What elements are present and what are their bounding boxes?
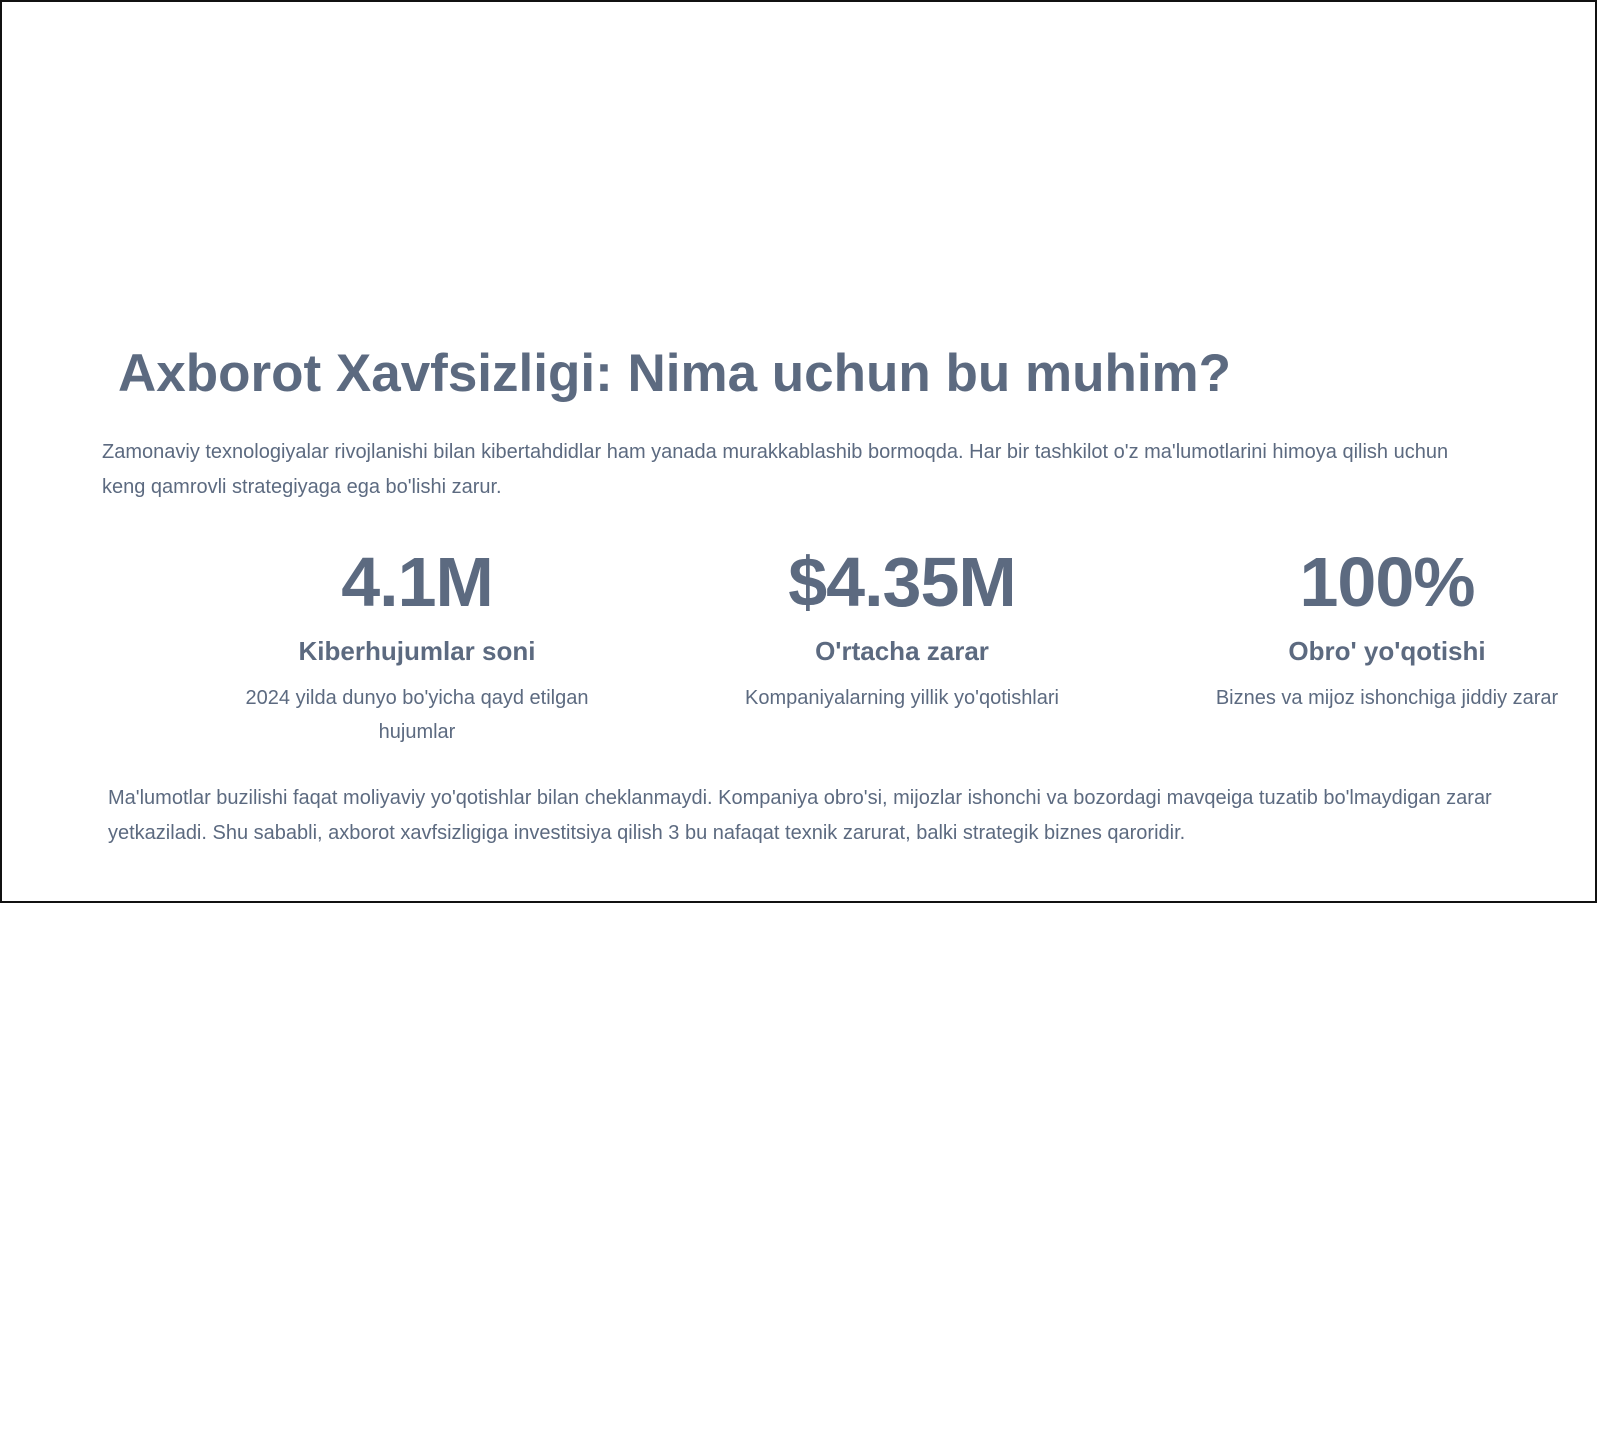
stat-value: 4.1M <box>341 543 493 621</box>
intro-paragraph: Zamonaviy texnologiyalar rivojlanishi bilan kibertahdidlar ham yanada murakkablashib bormoqda. Har bir tashkilot o'z ma'lumotlarini himoya qilish uchun keng qamrovli strategiyaga ega bo'lishi zarur. <box>102 441 1449 498</box>
stats-row <box>102 542 1559 762</box>
stat-description: Kompaniyalarning yillik yo'qotishlari <box>745 687 1059 709</box>
stat-card-attacks <box>207 542 627 749</box>
stat-label: Obro' yo'qotishi <box>1288 636 1486 666</box>
stat-label: Kiberhujumlar soni <box>298 636 536 666</box>
stat-card-reputation-loss <box>1177 542 1597 715</box>
stat-description: Biznes va mijoz ishonchiga jiddiy zarar <box>1215 687 1559 709</box>
stat-label: O'rtacha zarar <box>815 636 989 666</box>
stat-card-average-damage <box>692 542 1112 715</box>
stat-description: 2024 yilda dunyo bo'yicha qayd etilgan hujumlar <box>245 687 589 743</box>
conclusion-paragraph: Ma'lumotlar buzilishi faqat moliyaviy yo'qotishlar bilan cheklanmaydi. Kompaniya obro'si, mijozlar ishonchi va bozordagi mavqeiga tuzatib bo'lmaydigan zarar yetkaziladi. Shu sababli, axborot xavfsizligiga investitsiya qilish 3 bu nafaqat texnik zarurat, balki strategik biznes qaroridir. <box>108 787 1492 844</box>
stat-value: 100% <box>1299 543 1475 621</box>
stat-value: $4.35M <box>788 543 1016 621</box>
slide-title: Axborot Xavfsizligi: Nima uchun bu muhim? <box>118 344 1232 403</box>
